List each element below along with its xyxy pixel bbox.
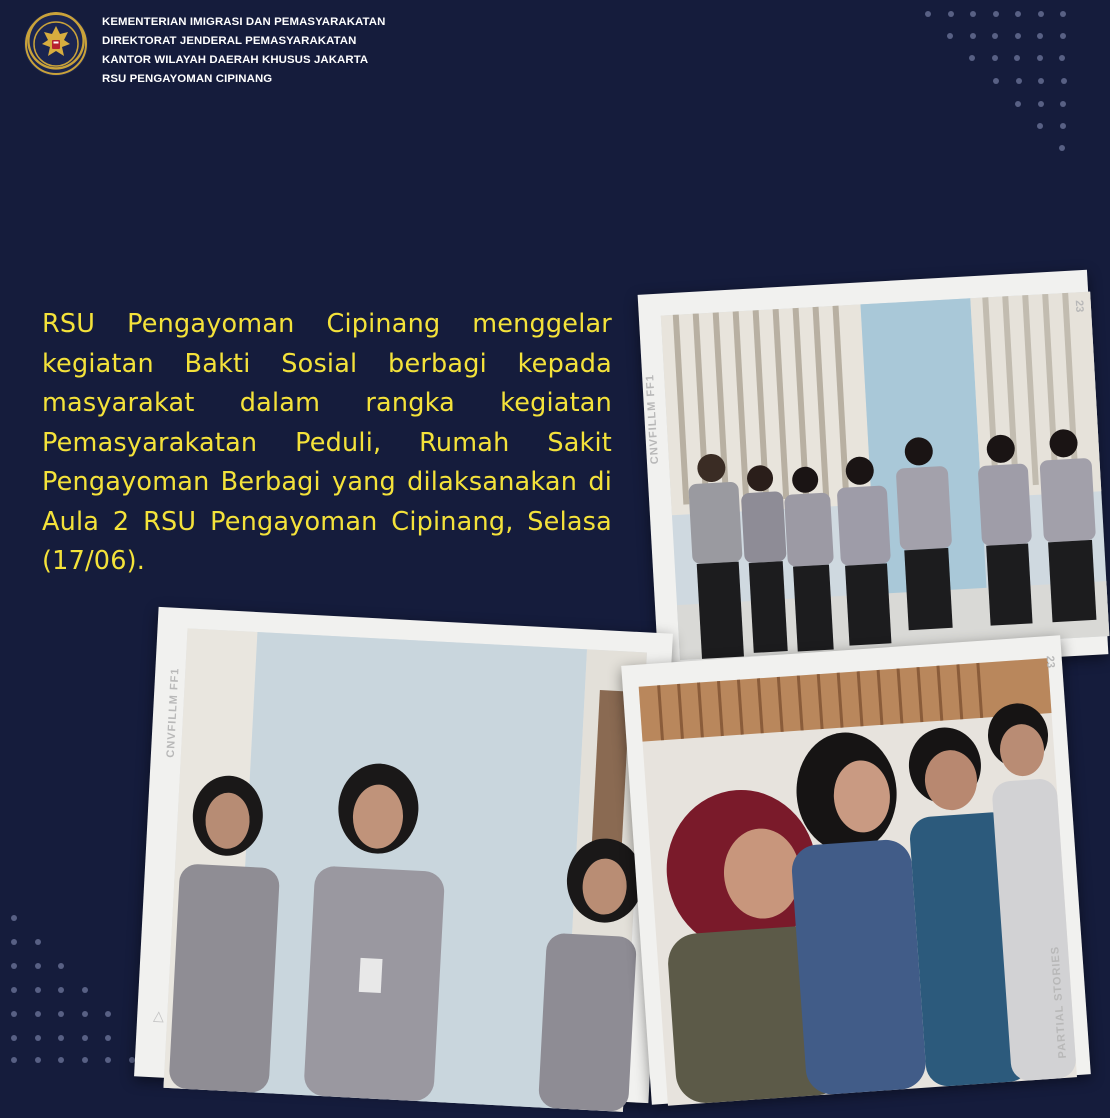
photo-three-officers [134,607,673,1103]
decorative-dot [1060,123,1066,129]
decorative-dot [11,1057,17,1063]
decorative-dot [1038,11,1044,17]
decorative-dot [1061,78,1067,84]
decorative-dots-top-right [0,0,1080,160]
decorative-dot [969,55,975,61]
decorative-dot [11,1035,17,1041]
decorative-dot [1038,101,1044,107]
decorative-dot [35,987,41,993]
decorative-dots-bottom-left [0,900,140,1080]
decorative-dot [58,963,64,969]
decorative-dot [35,963,41,969]
decorative-dot [35,939,41,945]
decorative-dot [105,1035,111,1041]
decorative-dot [925,11,931,17]
decorative-dot [1060,11,1066,17]
decorative-dot [1037,55,1043,61]
decorative-dot [947,33,953,39]
decorative-dot [129,1057,135,1063]
decorative-dot [105,1057,111,1063]
decorative-dot [105,1011,111,1017]
film-frame-number: 23 [1072,299,1086,313]
decorative-dot [11,963,17,969]
decorative-dot [970,11,976,17]
decorative-dot [1060,101,1066,107]
photo-community-attendees [621,635,1091,1105]
decorative-dot [992,55,998,61]
decorative-dot [11,987,17,993]
decorative-dot [35,1057,41,1063]
decorative-dot [1037,123,1043,129]
decorative-dot [35,1011,41,1017]
decorative-dot [82,1057,88,1063]
decorative-dot [970,33,976,39]
decorative-dot [58,987,64,993]
decorative-dot [82,1035,88,1041]
decorative-dot [993,11,999,17]
decorative-dot [35,1035,41,1041]
film-edge-label: CNVFILLM FF1 [164,667,182,759]
header-line-hospital: RSU PENGAYOMAN CIPINANG [102,73,273,85]
decorative-dot [1015,11,1021,17]
event-description: RSU Pengayoman Cipinang menggelar kegiatan Bakti Sosial berbagi kepada masyarakat dalam rangka kegiatan Pemasyarakatan Peduli, Rumah Sakit Pengayoman Berbagi yang dilaksanakan di Aula 2 RSU Pengayoman Cipinang, Selasa (17/06). [42,309,612,576]
decorative-dot [948,11,954,17]
header-line-regional-office: KANTOR WILAYAH DAERAH KHUSUS JAKARTA [102,54,369,66]
decorative-dot [1037,33,1043,39]
header-line-directorate: DIREKTORAT JENDERAL PEMASYARAKATAN [102,35,357,47]
decorative-dot [1060,33,1066,39]
decorative-dot [82,1011,88,1017]
photo-staff-standing-row [638,270,1109,680]
decorative-dot [1016,78,1022,84]
header-line-ministry: KEMENTERIAN IMIGRASI DAN PEMASYARAKATAN [102,16,386,28]
decorative-dot [1015,33,1021,39]
decorative-dot [58,1035,64,1041]
film-triangle-marker: △ [152,1007,165,1024]
decorative-dot [1059,55,1065,61]
decorative-dot [82,987,88,993]
decorative-dot [58,1011,64,1017]
film-edge-label: PARTIAL STORIES [1049,945,1070,1059]
film-frame-number: 23 [1043,655,1057,669]
decorative-dot [1059,145,1065,151]
decorative-dot [1015,101,1021,107]
decorative-dot [992,33,998,39]
decorative-dot [58,1057,64,1063]
decorative-dot [11,915,17,921]
decorative-dot [993,78,999,84]
decorative-dot [1014,55,1020,61]
decorative-dot [11,1011,17,1017]
film-edge-label: CNVFILLM FF1 [644,373,662,465]
decorative-dot [1038,78,1044,84]
decorative-dot [11,939,17,945]
